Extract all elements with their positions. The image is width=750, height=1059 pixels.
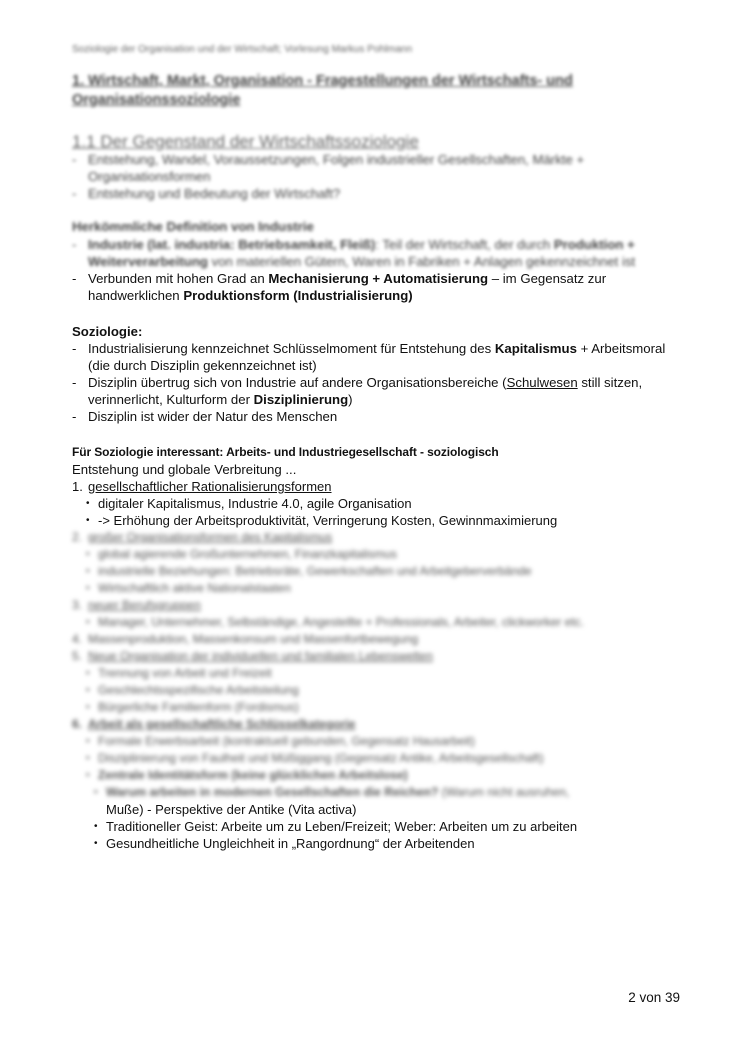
numbered-item-label: großer Organisationsformen des Kapitalismus <box>88 530 333 544</box>
numbered-item: 5. Neue Organisation der individuellen und familialen Lebenswelten <box>72 649 433 663</box>
numbered-item-label: Neue Organisation der individuellen und familialen Lebenswelten <box>88 649 433 663</box>
list-item-text: Disziplin ist wider der Natur des Menschen <box>88 409 338 424</box>
industry-heading <box>72 218 682 235</box>
numbered-item: 2. großer Organisationsformen des Kapitalismus <box>72 530 333 544</box>
list-item: - Entstehung, Wandel, Voraussetzungen, Folgen industrieller Gesellschaften, Märkte + Organisationsformen <box>72 151 682 185</box>
page-number: 2 von 39 <box>628 990 680 1005</box>
numbered-item-label: gesellschaftlicher Rationalisierungsformen <box>88 479 332 494</box>
numbered-item: 1. gesellschaftlicher Rationalisierungsformen <box>72 479 332 494</box>
list-item: - Industrialisierung kennzeichnet Schlüsselmoment für Entstehung des Kapitalismus + Arbeitsmoral (die durch Disziplin gekennzeichnet ist) <box>72 340 682 374</box>
list-item-text: Verbunden mit hohen Grad an Mechanisierung + Automatisierung – im Gegensatz zur handwerklichen Produktionsform (Industrialisierung) <box>88 271 607 303</box>
sub-item: • Formale Erwerbsarbeit (kontraktuell gebunden, Gegensatz Hausarbeit) <box>86 734 475 748</box>
sub-item: • digitaler Kapitalismus, Industrie 4.0, agile Organisation <box>86 496 412 511</box>
industry-heading-text: Herkömmliche Definition von Industrie <box>72 219 314 234</box>
sub-item: • Manager, Unternehmer, Selbständige, Angestellte + Professionals, Arbeiter, clickworker etc. <box>86 615 584 629</box>
numbered-item: 4. Massenproduktion, Massenkonsum und Massenfortbewegung <box>72 632 419 646</box>
numbered-item-label: Massenproduktion, Massenkonsum und Massenfortbewegung <box>88 632 419 646</box>
numbered-item: 6. Arbeit als gesellschaftliche Schlüsselkategorie <box>72 717 356 731</box>
interest-block <box>72 444 682 478</box>
sociology-block <box>72 323 682 425</box>
sociology-heading: Soziologie: <box>72 324 143 339</box>
industry-list <box>72 236 682 304</box>
interest-heading: Für Soziologie interessant: Arbeits- und Industriegesellschaft - soziologisch <box>72 445 499 459</box>
sub-item: • Wirtschaftlich aktive Nationalstaaten <box>86 581 291 595</box>
list-item-text: Industrie (lat. industria: Betriebsamkeit, Fleiß): Teil der Wirtschaft, der durch Produktion + Weiterverarbeitung von materiellen Gütern, Waren in Fabriken + Anlagen gekennzeichnet ist <box>88 237 636 269</box>
sub-sub-item: • Traditioneller Geist: Arbeite um zu Leben/Freizeit; Weber: Arbeiten um zu arbeiten <box>94 819 578 834</box>
list-item: - Industrie (lat. industria: Betriebsamkeit, Fleiß): Teil der Wirtschaft, der durch Produktion + Weiterverarbeitung von materiellen Gütern, Waren in Fabriken + Anlagen gekennzeichnet ist <box>72 236 682 270</box>
numbered-item-label: Arbeit als gesellschaftliche Schlüsselkategorie <box>88 717 356 731</box>
sub-item: • Disziplinierung von Faulheit und Müßiggang (Gegensatz Antike, Arbeitsgesellschaft) <box>86 751 544 765</box>
list-item-text: Entstehung, Wandel, Voraussetzungen, Folgen industrieller Gesellschaften, Märkte + Organisationsformen <box>88 152 585 184</box>
sub-sub-item-text: Gesundheitliche Ungleichheit in „Rangordnung“ der Arbeitenden <box>106 836 475 851</box>
sub-item-text: digitaler Kapitalismus, Industrie 4.0, agile Organisation <box>98 496 412 511</box>
list-item-text: Disziplin übertrug sich von Industrie auf andere Organisationsbereiche (Schulwesen still sitzen, verinnerlicht, Kulturform der Disziplinierung) <box>88 375 643 407</box>
sub-item: • Zentrale Identitätsform (keine glücklichen Arbeitslose) <box>86 768 408 782</box>
sub-item: • -> Erhöhung der Arbeitsproduktivität, Verringerung Kosten, Gewinnmaximierung <box>86 513 558 528</box>
sub-sub-item-continuation: Muße) - Perspektive der Antike (Vita activa) <box>106 802 357 817</box>
interest-intro: Entstehung und globale Verbreitung ... <box>72 462 297 477</box>
list-item-text: Entstehung und Bedeutung der Wirtschaft? <box>88 186 341 201</box>
running-head: Soziologie der Organisation und der Wirtschaft; Vorlesung Markus Pohlmann <box>72 44 413 55</box>
sub-item: • industrielle Beziehungen: Betriebsräte, Gewerkschaften und Arbeitgeberverbände <box>86 564 532 578</box>
sub-item-text: -> Erhöhung der Arbeitsproduktivität, Verringerung Kosten, Gewinnmaximierung <box>98 513 558 528</box>
sub-sub-item: • Gesundheitliche Ungleichheit in „Rangordnung“ der Arbeitenden <box>94 836 475 851</box>
intro-list <box>72 151 682 202</box>
sub-sub-item: • Warum arbeiten in modernen Gesellschaften die Reichen? (Warum nicht ausruhen, <box>94 785 570 799</box>
list-item: - Verbunden mit hohen Grad an Mechanisierung + Automatisierung – im Gegensatz zur handwerklichen Produktionsform (Industrialisierung) <box>72 270 682 304</box>
sub-item: • Bürgerliche Familienform (Fordismus) <box>86 700 299 714</box>
sub-item: • Geschlechtsspezifische Arbeitsteilung <box>86 683 299 697</box>
sub-item: • Trennung von Arbeit und Freizeit <box>86 666 272 680</box>
sub-sub-item-text: Warum arbeiten in modernen Gesellschaften die Reichen? (Warum nicht ausruhen, <box>106 785 570 799</box>
numbered-list <box>72 478 682 852</box>
numbered-item: 3. neuer Berufsgruppen <box>72 598 201 612</box>
chapter-title: 1. Wirtschaft, Markt, Organisation - Fragestellungen der Wirtschafts- und Organisationssoziologie <box>72 73 573 108</box>
sub-sub-item-text: Traditioneller Geist: Arbeite um zu Leben/Freizeit; Weber: Arbeiten um zu arbeiten <box>106 819 578 834</box>
list-item: - Disziplin übertrug sich von Industrie auf andere Organisationsbereiche (Schulwesen still sitzen, verinnerlicht, Kulturform der Disziplinierung) <box>72 374 682 408</box>
sub-item: • global agierende Großunternehmen, Finanzkapitalismus <box>86 547 397 561</box>
blurred-items <box>72 529 682 801</box>
list-item: - Entstehung und Bedeutung der Wirtschaft? <box>72 186 341 201</box>
list-item: - Disziplin ist wider der Natur des Menschen <box>72 409 338 424</box>
list-item-text: Industrialisierung kennzeichnet Schlüsselmoment für Entstehung des Kapitalismus + Arbeitsmoral (die durch Disziplin gekennzeichnet ist) <box>88 341 666 373</box>
section-title: 1.1 Der Gegenstand der Wirtschaftssoziologie <box>72 132 419 151</box>
numbered-item-label: neuer Berufsgruppen <box>88 598 201 612</box>
